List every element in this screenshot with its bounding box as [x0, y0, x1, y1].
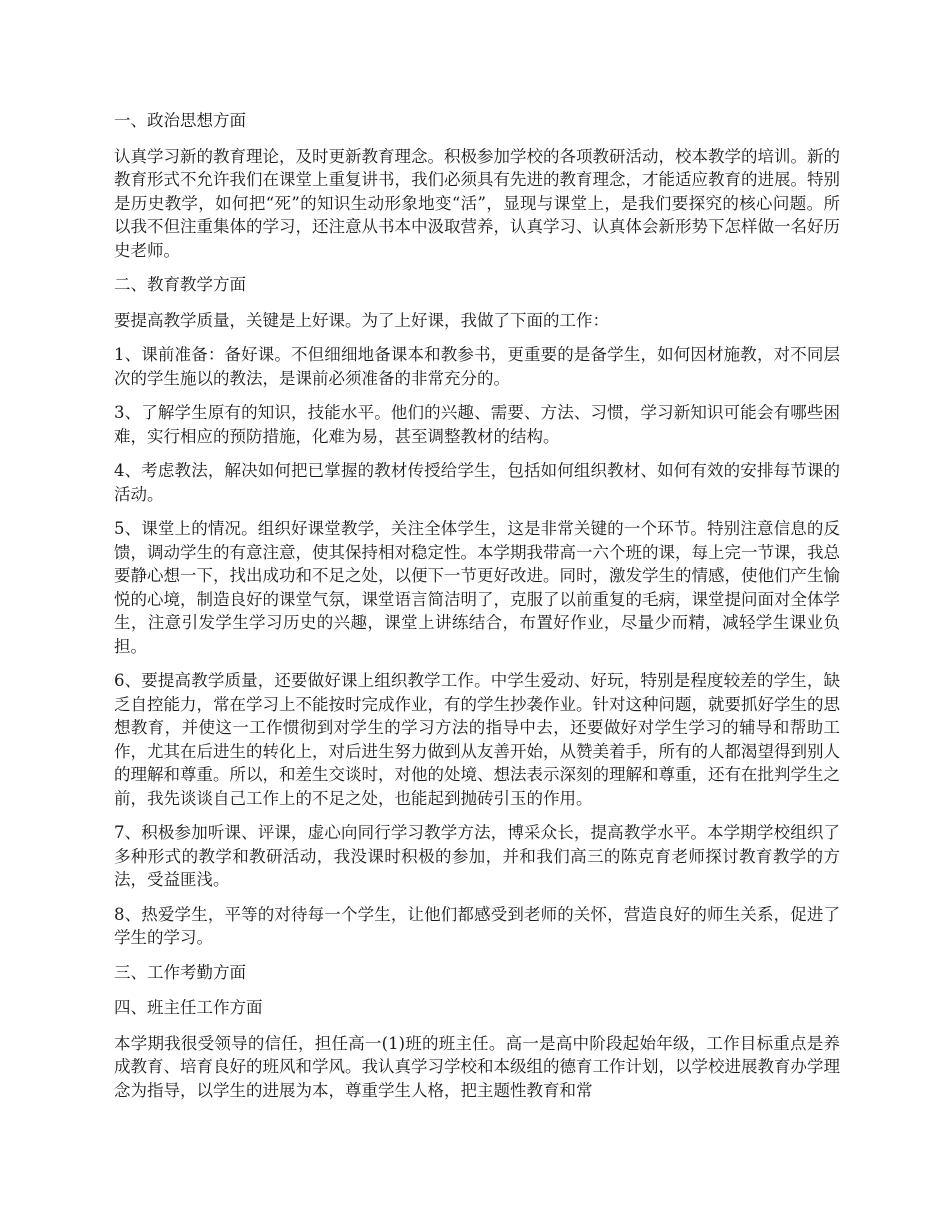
paragraph-item-3: 3、了解学生原有的知识，技能水平。他们的兴趣、需要、方法、习惯，学习新知识可能会有哪些困难，实行相应的预防措施，化难为易，甚至调整教材的结构。	[114, 403, 840, 446]
paragraph-item-7: 7、积极参加听课、评课，虚心向同行学习教学方法，博采众长，提高教学水平。本学期学校组织了多种形式的教学和教研活动，我没课时积极的参加，并和我们高三的陈克育老师探讨教育教学的方法，受益匪浅。	[114, 823, 840, 889]
document-body	[114, 109, 840, 1113]
paragraph-item-4: 4、考虑教法，解决如何把已掌握的教材传授给学生，包括如何组织教材、如何有效的安排每节课的活动。	[114, 461, 840, 504]
section-heading-political: 一、政治思想方面	[114, 111, 246, 130]
section-heading-teaching: 二、教育教学方面	[114, 275, 246, 294]
paragraph-political-body: 认真学习新的教育理论，及时更新教育理念。积极参加学校的各项教研活动，校本教学的培训。新的教育形式不允许我们在课堂上重复讲书，我们必须具有先进的教育理念，才能适应教育的进展。特别是历史教学，如何把“死”的知识生动形象地变“活”，显现与课堂上，是我们要探究的核心问题。所以我不但注重集体的学习，还注意从书本中汲取营养，认真学习、认真体会新形势下怎样做一名好历史老师。	[114, 146, 840, 260]
section-heading-attendance: 三、工作考勤方面	[114, 962, 246, 982]
paragraph-teaching-intro: 要提高教学质量，关键是上好课。为了上好课，我做了下面的工作：	[114, 310, 609, 330]
paragraph-item-1: 1、课前准备：备好课。不但细细地备课本和教参书，更重要的是备学生，如何因材施教，对不同层次的学生施以的教法，是课前必须准备的非常充分的。	[114, 345, 840, 388]
paragraph-item-5: 5、课堂上的情况。组织好课堂教学，关注全体学生，这是非常关键的一个环节。特别注意信息的反馈，调动学生的有意注意，使其保持相对稳定性。本学期我带高一六个班的课，每上完一节课，我总要静心想一下，找出成功和不足之处，以便下一节更好改进。同时，激发学生的情感，使他们产生愉悦的心境，制造良好的课堂气氛，课堂语言简洁明了，克服了以前重复的毛病，课堂提问面对全体学生，注意引发学生学习历史的兴趣，课堂上讲练结合，布置好作业，尽量少而精，减轻学生课业负担。	[114, 519, 840, 656]
paragraph-item-8: 8、热爱学生，平等的对待每一个学生，让他们都感受到老师的关怀，营造良好的师生关系，促进了学生的学习。	[114, 904, 840, 947]
section-heading-class-teacher: 四、班主任工作方面	[114, 998, 263, 1017]
paragraph-class-teacher-body: 本学期我很受领导的信任，担任高一(1)班的班主任。高一是高中阶段起始年级，工作目标重点是养成教育、培育良好的班风和学风。我认真学习学校和本级组的德育工作计划，以学校进展教育办学理念为指导，以学生的进展为本，尊重学生人格，把主题性教育和常	[114, 1033, 840, 1100]
paragraph-item-6: 6、要提高教学质量，还要做好课上组织教学工作。中学生爱动、好玩，特别是程度较差的学生，缺乏自控能力，常在学习上不能按时完成作业，有的学生抄袭作业。针对这种问题，就要抓好学生的思想教育，并使这一工作惯彻到对学生的学习方法的指导中去，还要做好对学生学习的辅导和帮助工作，尤其在后进生的转化上，对后进生努力做到从友善开始，从赞美着手，所有的人都渴望得到别人的理解和尊重。所以，和差生交谈时，对他的处境、想法表示深刻的理解和尊重，还有在批判学生之前，我先谈谈自己工作上的不足之处，也能起到抛砖引玉的作用。	[114, 671, 840, 808]
